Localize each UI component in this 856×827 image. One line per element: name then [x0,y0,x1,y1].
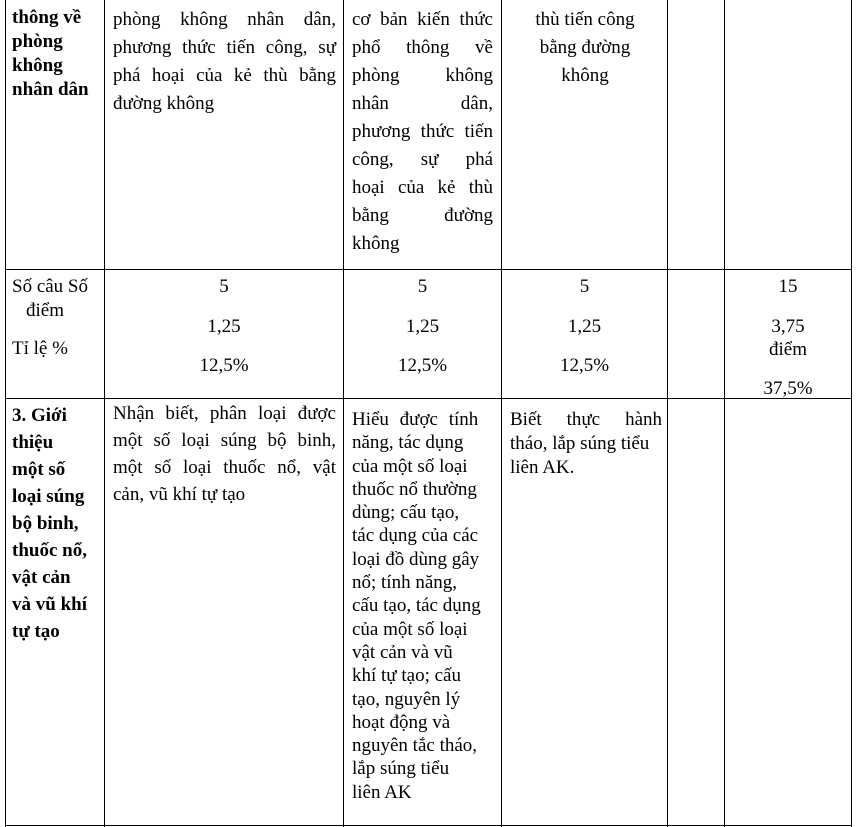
row1-topic-line: thông về [12,7,82,28]
row1-recognition-line: đường không [113,93,215,114]
table-border-right [851,0,852,827]
column-divider-1 [104,0,105,827]
row1-recognition-line: phá hoại của kẻ thù bằng [113,65,336,86]
row3-understanding-line: nổ; tính năng, [352,572,458,594]
score-value: 1,25 [207,316,241,337]
row1-understanding-line: công, sự phá [352,149,493,170]
percent-value: 12,5% [397,355,448,376]
row1-understanding-line: phương thức tiến [352,121,493,142]
row1-topic-line: không [12,55,63,76]
row3-understanding-line: tác dụng của các [352,525,479,547]
row1-understanding-line: phòng không [352,65,493,86]
question-count-label: Số câu Số [12,276,88,297]
row3-topic-line: vật cản [12,567,71,588]
percent-label: Tỉ lệ % [12,338,68,359]
total-percent-value: 37,5% [763,378,813,399]
row3-topic-line: loại súng [12,486,85,507]
row3-understanding-line: năng, tác dụng [352,432,464,454]
row3-recognition-line: cản, vũ khí tự tạo [113,484,246,505]
table-border-left [5,0,6,827]
score-value: 1,25 [405,316,440,337]
row3-topic-line: bộ binh, [12,513,79,534]
row3-understanding-line: của một số loại [352,455,468,477]
row3-application-line: Biết thực hành [510,409,662,430]
question-count: 5 [219,276,229,297]
row3-recognition-line: một số loại súng bộ binh, [113,430,336,451]
question-count: 5 [417,276,428,297]
row3-understanding-line: khí tự tạo; cấu [352,665,461,687]
row3-application-cell [510,408,662,480]
row1-understanding-line: nhân dân, [352,93,493,114]
row3-understanding-line: lắp súng tiểu [352,758,450,780]
row3-application-line: liên AK. [510,457,575,478]
row1-understanding-cell [352,6,493,258]
row1-topic-cell [12,6,100,102]
row2-application-stats [502,273,667,398]
row1-application-line: bằng đường [539,37,631,58]
row3-understanding-line: thuốc nổ thường [352,478,477,500]
row1-understanding-line: bằng đường [352,205,493,226]
row1-application-line: thù tiến công [535,9,635,30]
percent-value: 12,5% [199,355,249,376]
row3-topic-line: thiệu [12,432,54,453]
percent-value: 12,5% [559,355,610,376]
row3-recognition-line: một số loại thuốc nổ, vật [113,457,336,478]
row1-application-line: không [561,65,609,86]
row1-recognition-cell [113,6,336,118]
row3-understanding-line: hoạt động và [352,711,451,733]
question-count: 5 [579,276,590,297]
row2-total-stats [725,273,851,398]
row1-understanding-line: cơ bản kiến thức [352,9,493,30]
row3-topic-cell [12,402,102,645]
row1-topic-line: phòng [12,31,63,52]
score-value: 1,25 [567,316,602,337]
row3-understanding-line: loại đồ dùng gây [352,548,480,570]
row1-recognition-line: phương thức tiến công, sự [113,37,336,58]
row3-understanding-line: Hiểu được tính [352,409,479,430]
row1-topic-line: nhân dân [12,79,89,100]
row3-understanding-line: nguyên tắc tháo, [352,735,478,757]
row3-topic-line: 3. Giới [12,405,67,426]
column-divider-3 [501,0,502,827]
row1-application-cell [505,6,665,90]
row3-topic-line: một số [12,459,66,480]
row3-understanding-line: liên AK [352,781,412,803]
column-divider-2 [343,0,344,827]
total-question-count: 15 [778,276,798,297]
row1-understanding-line: phổ thông về [352,37,493,58]
row2-understanding-stats [344,273,501,398]
row1-recognition-line: phòng không nhân dân, [113,9,336,30]
column-divider-4 [667,0,668,827]
row3-understanding-line: cấu tạo, tác dụng [352,595,481,617]
row3-recognition-cell [113,400,336,508]
row3-understanding-line: dùng; cấu tạo, [352,502,460,524]
row1-understanding-line: hoại của kẻ thù [352,177,493,198]
row3-topic-line: tự tạo [12,621,60,642]
row3-understanding-line: tạo, nguyên lý [352,688,461,710]
row1-understanding-line: không [352,233,400,254]
row3-topic-line: thuốc nổ, [12,540,87,561]
row3-recognition-line: Nhận biết, phân loại được [113,403,336,424]
row3-application-line: tháo, lắp súng tiểu [510,433,650,454]
column-divider-5 [724,0,725,827]
row3-topic-line: và vũ khí [12,594,87,615]
score-label: điểm [26,300,64,321]
total-score-unit: điểm [769,339,807,360]
row-divider-1 [5,269,852,270]
table-border-bottom [5,825,852,826]
row3-understanding-cell [352,408,493,804]
row2-recognition-stats [105,273,343,398]
row3-understanding-line: vật cản và vũ [352,641,453,663]
row3-understanding-line: của một số loại [352,618,468,640]
total-score-value: 3,75 [771,316,805,337]
